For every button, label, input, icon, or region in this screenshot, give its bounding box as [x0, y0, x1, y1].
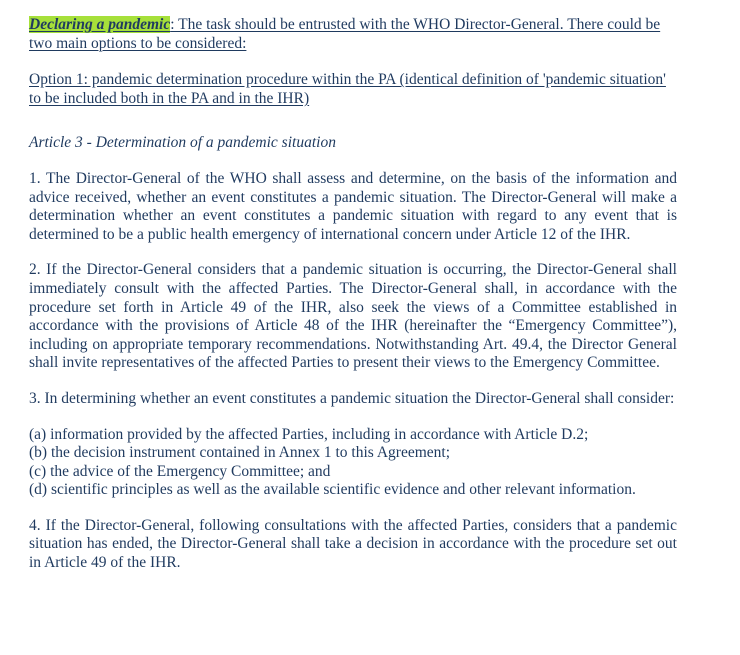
article-title: Article 3 - Determination of a pandemic situation	[29, 134, 336, 152]
highlighted-term: Declaring a pandemic	[29, 16, 171, 33]
paragraph-3: 3. In determining whether an event constitutes a pandemic situation the Director-General shall consider:	[29, 389, 675, 407]
paragraph-1: 1. The Director-General of the WHO shall assess and determine, on the basis of the information and advice received, whether an event constitutes a pandemic situation. The Director-General will make a determination whether an event constitutes a pandemic situation with regard to any event that is determined to be a public health emergency of international concern under Article 12 of the IHR.	[29, 169, 677, 243]
intro-text: : The task should be entrusted with the WHO Director-General. There could be two main options to be considered:	[29, 16, 661, 52]
list-item: (b) the decision instrument contained in Annex 1 to this Agreement;	[29, 444, 450, 462]
list-item: (a) information provided by the affected Parties, including in accordance with Article D.2;	[29, 425, 589, 443]
intro-paragraph	[29, 16, 677, 53]
paragraph-2: 2. If the Director-General considers that a pandemic situation is occurring, the Director-General shall immediately consult with the affected Parties. The Director-General shall, in accordance with the procedure set forth in Article 49 of the IHR, also seek the views of a Committee established in accordance with the provisions of Article 48 of the IHR (hereinafter the “Emergency Committee”), including on appropriate temporary recommendations. Notwithstanding Art. 49.4, the Director General shall invite representatives of the affected Parties to present their views to the Emergency Committee.	[29, 261, 677, 372]
list-item: (c) the advice of the Emergency Committee; and	[29, 462, 331, 480]
document-page	[29, 16, 677, 573]
option-1-heading: Option 1: pandemic determination procedure within the PA (identical definition of 'pandemic situation' to be included both in the PA and in the IHR)	[29, 71, 666, 107]
considerations-list	[29, 426, 677, 500]
list-item: (d) scientific principles as well as the available scientific evidence and other relevant information.	[29, 481, 636, 499]
paragraph-4: 4. If the Director-General, following consultations with the affected Parties, considers that a pandemic situation has ended, the Director-General shall take a decision in accordance with the procedure set out in Article 49 of the IHR.	[29, 516, 677, 572]
